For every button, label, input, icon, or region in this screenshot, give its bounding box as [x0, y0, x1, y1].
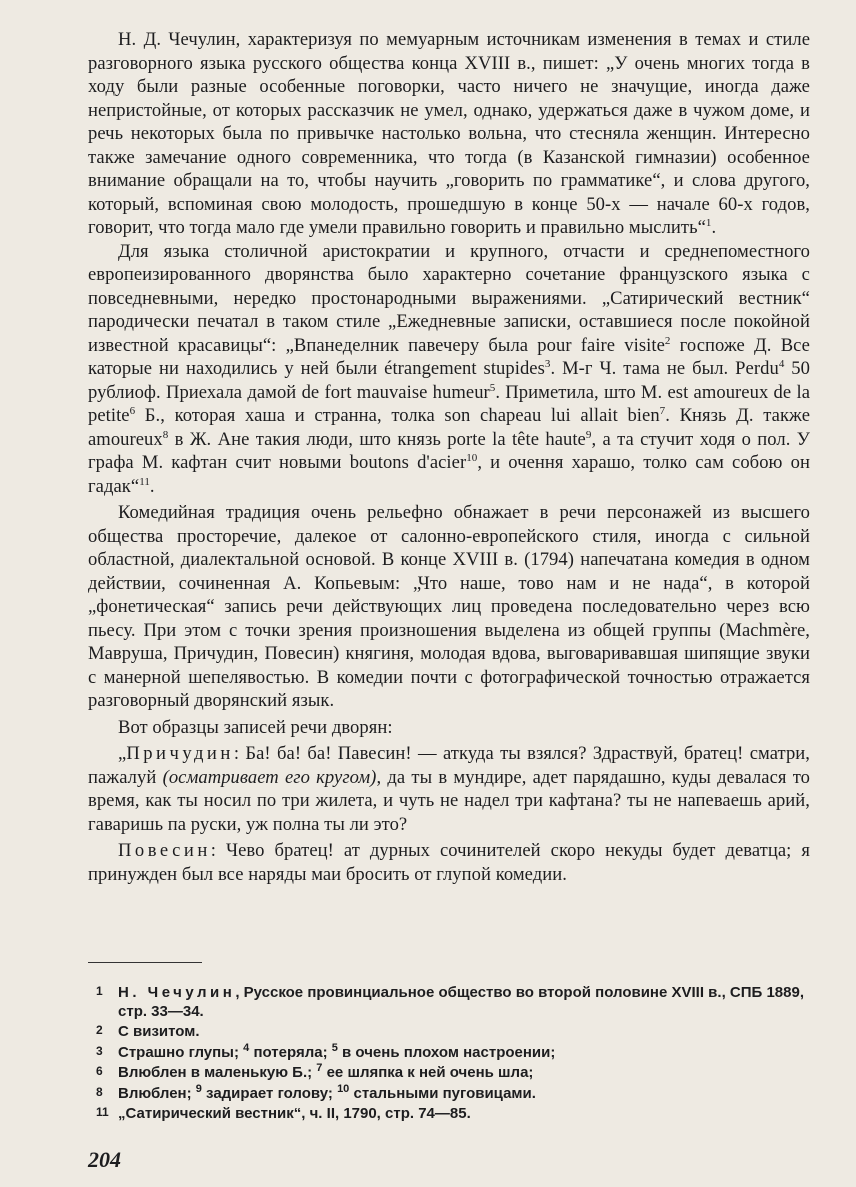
- text-run: в Ж. Ане такия люди, што князь porte la tête haute: [168, 428, 586, 450]
- footnote-text: стальными пуговицами.: [349, 1084, 536, 1102]
- text-run: . М-г Ч. тама не был. Perdu: [550, 358, 779, 379]
- footnote-number: 1: [96, 984, 103, 998]
- main-text: [88, 28, 810, 886]
- text-run: .: [149, 475, 155, 497]
- paragraph-comedy: Комедийная традиция очень рельефно обнажает в речи персонажей из высшего общества просторечие, далекое от салонно-европейского стиля, иногда с сильной областной, диалектальной основой. В конце XVIII в. (1794) напечатана комедия в одном действии, сочиненная А. Копьевым: „Что наше, тово нам и не нада“, в которой „фонетическая“ запись речи действующих лиц проведена последовательно через всю пьесу. При этом с точки зрения произношения выделена из общей группы (Machmère, Мавруша, Причудин, Повесин) княгиня, молодая вдова, выговаривавшая шипящие звуки с манерной шепелявостью. В комедии почти с фотографической точностью отражается разговорный дворянский язык.: [88, 502, 810, 711]
- text-run: Для языка столичной аристократии и крупного, отчасти и среднепоместного европеизированного дворянства было характерно сочетание французского языка с повседневными, нередко простонародными выражениями. „Сатирический вестник“ пародически печатал в таком стиле „Ежедневные записки, оставшиеся после покойной известной красавицы“: „Впанеделник павечеру была pour faire visite: [88, 240, 810, 356]
- text-run: Б., которая хаша и странна, толка son chapeau lui allait bien: [135, 405, 660, 426]
- footnote-text: в очень плохом настроении;: [337, 1043, 556, 1061]
- footnote-1: [88, 982, 810, 1021]
- footnote-divider: [88, 962, 202, 963]
- text-run: , а та стучит ходя о пол. У графа М. кафтан счит новыми boutons d'acier: [88, 428, 810, 473]
- footnote-6-7: [88, 1062, 810, 1083]
- footnote-number: 3: [96, 1043, 103, 1058]
- footnote-number: 2: [96, 1023, 103, 1037]
- footnotes: [88, 982, 810, 1124]
- footnote-ref[interactable]: 5: [489, 381, 496, 394]
- footnote-text: Страшно глупы;: [118, 1043, 244, 1061]
- footnote-text: задирает голову;: [201, 1084, 338, 1102]
- text-run: 50 рублиоф. Приехала дамой de fort mauvaise humeur: [88, 358, 811, 403]
- footnote-number: 4: [243, 1041, 250, 1054]
- footnote-ref[interactable]: 2: [664, 334, 671, 347]
- footnote-text: потеряла;: [249, 1043, 332, 1061]
- footnote-number: 9: [195, 1082, 202, 1095]
- footnote-text: „Сатирический вестник“, ч. II, 1790, стр. 74—85.: [118, 1105, 471, 1122]
- paragraph-text: Н. Д. Чечулин, характеризуя по мемуарным источникам изменения в темах и стиле разговорного языка русского общества конца XVIII в., пишет: „У очень многих тогда в ходу были разные особенные поговорки, часто ничего не значущие, иногда даже непристойные, от которых рассказчик не умел, однако, удержаться даже в чужом доме, и речь некоторых была по привычке настолько вольна, что стесняла женщин. Интересно также замечание одного современника, что тогда (в Казанской гимназии) особенное внимание обращали на то, чтобы научить „говорить по грамматике“, и слова другого, который, вспоминая свою молодость, прошедшую в конце 50-х — начале 60-х годов, говорит, что тогда мало где умели правильно говорить и правильно мыслить“: [88, 29, 810, 238]
- footnote-ref[interactable]: 7: [659, 404, 666, 417]
- footnote-number: 5: [331, 1041, 338, 1054]
- footnote-ref[interactable]: 8: [162, 428, 169, 441]
- footnote-ref[interactable]: 4: [778, 357, 785, 370]
- footnote-author: Н. Чечулин: [118, 984, 236, 1001]
- paragraph-chechulin: [88, 28, 810, 240]
- footnote-number: 7: [316, 1062, 323, 1074]
- footnote-ref[interactable]: 11: [139, 475, 150, 488]
- dialogue-prichudin: [88, 742, 810, 836]
- dialogue-text: , да ты в мундире, адет парядашно, куды девалася то время, как ты носил по три жилета, и чуть не надел три кафтана? ты не напеваешь арий, гаваришь па руски, уж полна ты ли это?: [88, 766, 811, 835]
- footnote-2: [88, 1021, 810, 1042]
- paragraph-examples-intro: Вот образцы записей речи дворян:: [118, 716, 393, 738]
- footnote-11: [88, 1103, 810, 1124]
- dialogue-text: : Чево братец! ат дурных сочинителей скоро некуды будет деватца; я принужден был все наряды маи бросить от глупой комедии.: [88, 840, 810, 885]
- footnote-text: С визитом.: [118, 1023, 200, 1040]
- footnote-number: 8: [96, 1084, 103, 1099]
- text-run: . Князь Д. также amoureux: [88, 405, 810, 450]
- footnote-8-10: [88, 1083, 810, 1104]
- speaker-name: Причудин: [126, 743, 234, 764]
- footnote-ref[interactable]: 6: [129, 404, 136, 417]
- stage-direction: (осматривает его кругом): [162, 766, 377, 788]
- footnote-ref[interactable]: 3: [544, 357, 551, 370]
- footnote-number: 6: [96, 1064, 103, 1078]
- text-run: . Приметила, што М. est amoureux de la petite: [88, 381, 810, 426]
- text-run: , и очення харашо, толко сам собою он гадак“: [88, 452, 810, 497]
- footnote-ref[interactable]: 9: [585, 428, 592, 441]
- footnote-number: 10: [337, 1082, 350, 1095]
- footnote-ref[interactable]: 10: [466, 451, 478, 464]
- paragraph-end: .: [711, 217, 717, 238]
- footnote-ref[interactable]: 1: [705, 216, 712, 229]
- text-run: госпоже Д. Все каторые ни находились у ней были étrangement stupides: [88, 334, 810, 379]
- footnote-text: Влюблен;: [118, 1084, 196, 1102]
- footnote-text: Влюблен в маленькую Б.;: [118, 1064, 317, 1081]
- dialogue-povesin: [88, 839, 810, 886]
- quote-mark: „: [118, 743, 127, 764]
- paragraph-aristocracy: [88, 240, 810, 499]
- footnote-number: 11: [96, 1105, 109, 1119]
- page-number: 204: [88, 1147, 121, 1172]
- footnote-text: , Русское провинциальное общество во второй половине XVIII в., СПБ 1889, стр. 33—34.: [118, 984, 805, 1020]
- dialogue-text: : Ба! ба! ба! Павесин! — аткуда ты взялся? Здраствуй, братец! сматри, пажалуй: [88, 743, 810, 788]
- footnote-text: ее шляпка к ней очень шла;: [322, 1064, 534, 1081]
- speaker-name: Повесин: [118, 840, 211, 861]
- footnote-3-5: [88, 1042, 810, 1063]
